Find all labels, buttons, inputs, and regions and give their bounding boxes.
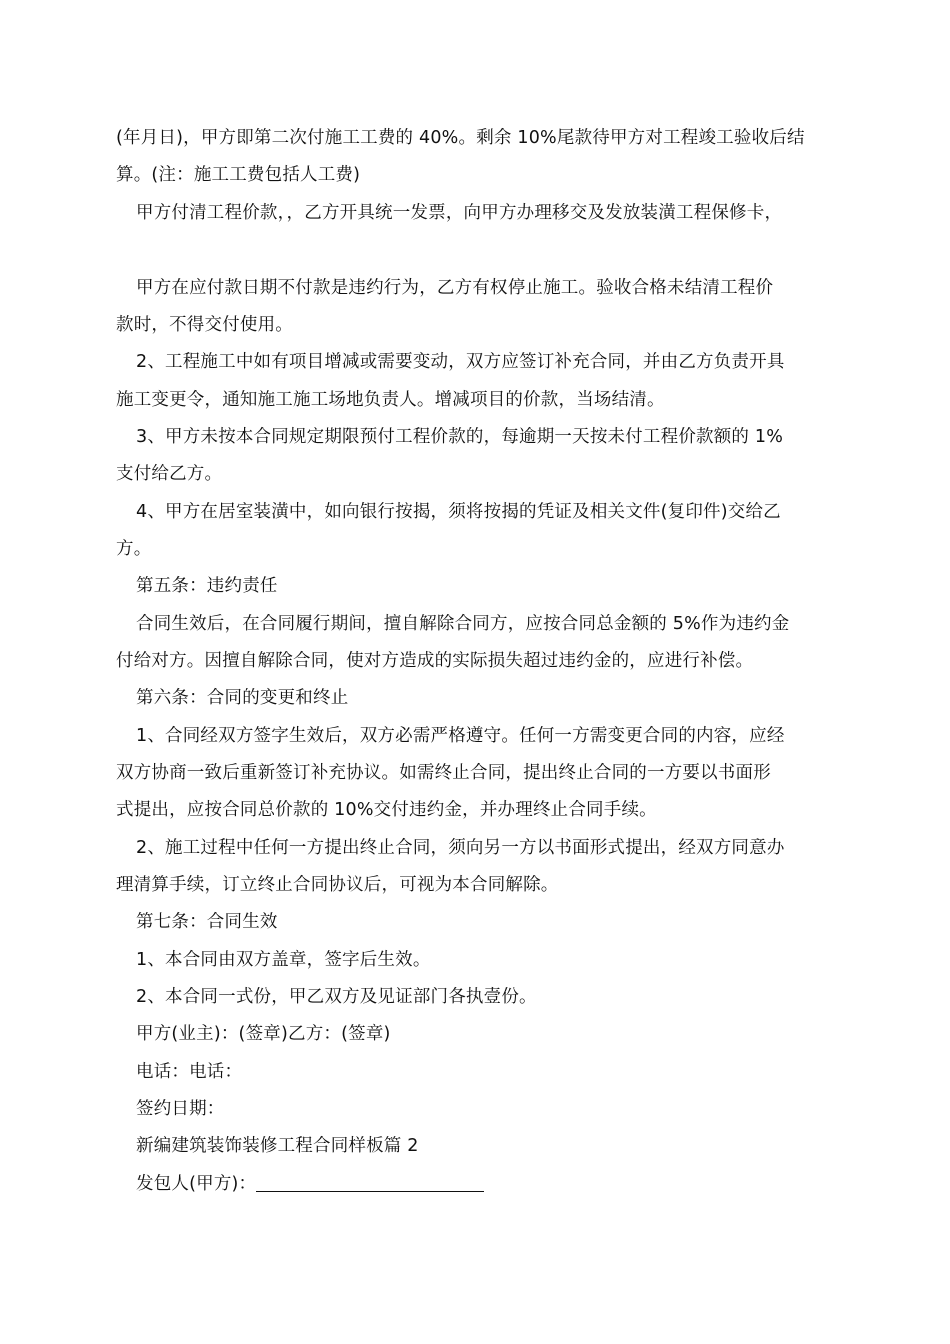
paragraph-line: 2、施工过程中任何一方提出终止合同，须向另一方以书面形式提出，经双方同意办	[136, 838, 785, 858]
paragraph-line: 理清算手续，订立终止合同协议后，可视为本合同解除。	[116, 875, 559, 895]
paragraph-line: 2、本合同一式份，甲乙双方及见证部门各执壹份。	[136, 987, 537, 1007]
paragraph-line: 算。(注：施工工费包括人工费)	[116, 165, 361, 185]
paragraph-line: 式提出，应按合同总价款的 10%交付违约金，并办理终止合同手续。	[116, 800, 657, 820]
paragraph-line: 2、工程施工中如有项目增减或需要变动，双方应签订补充合同，并由乙方负责开具	[136, 352, 785, 372]
signature-line: 甲方(业主)：(签章)乙方：(签章)	[136, 1024, 391, 1044]
paragraph-line: 4、甲方在居室装潢中，如向银行按揭，须将按揭的凭证及相关文件(复印件)交给乙	[136, 502, 781, 522]
paragraph-line: 付给对方。因擅自解除合同，使对方造成的实际损失超过违约金的，应进行补偿。	[116, 651, 754, 671]
paragraph-line: 合同生效后，在合同履行期间，擅自解除合同方，应按合同总金额的 5%作为违约金	[136, 614, 790, 634]
paragraph-line: 1、本合同由双方盖章，签字后生效。	[136, 950, 431, 970]
contract-title: 新编建筑装饰装修工程合同样板篇 2	[136, 1136, 419, 1156]
paragraph-line: 3、甲方未按本合同规定期限预付工程价款的，每逾期一天按未付工程价款额的 1%	[136, 427, 784, 447]
paragraph-line: 方。	[116, 539, 152, 559]
paragraph-line: 甲方在应付款日期不付款是违约行为，乙方有权停止施工。验收合格未结清工程价	[136, 278, 774, 298]
fill-in-blank	[256, 1173, 484, 1192]
paragraph-line: 甲方付清工程价款，，乙方开具统一发票，向甲方办理移交及发放装潢工程保修卡，	[136, 203, 783, 223]
section-heading: 第七条：合同生效	[136, 912, 278, 932]
paragraph-line: 支付给乙方。	[116, 464, 223, 484]
paragraph-line: 1、合同经双方签字生效后，双方必需严格遵守。任何一方需变更合同的内容，应经	[136, 726, 785, 746]
paragraph-line: (年月日)，甲方即第二次付施工工费的 40%。剩余 10%尾款待甲方对工程竣工验收后结	[116, 128, 805, 148]
paragraph-line: 施工变更令，通知施工施工场地负责人。增减项目的价款，当场结清。	[116, 390, 665, 410]
paragraph-line: 双方协商一致后重新签订补充协议。如需终止合同，提出终止合同的一方要以书面形	[116, 763, 771, 783]
section-heading: 第五条：违约责任	[136, 576, 278, 596]
party-a-label: 发包人(甲方)：	[136, 1174, 257, 1194]
date-line: 签约日期：	[136, 1099, 225, 1119]
party-a-line	[136, 1173, 866, 1195]
paragraph-line: 款时，不得交付使用。	[116, 315, 293, 335]
section-heading: 第六条：合同的变更和终止	[136, 688, 349, 708]
phone-line: 电话：电话：	[136, 1062, 243, 1082]
